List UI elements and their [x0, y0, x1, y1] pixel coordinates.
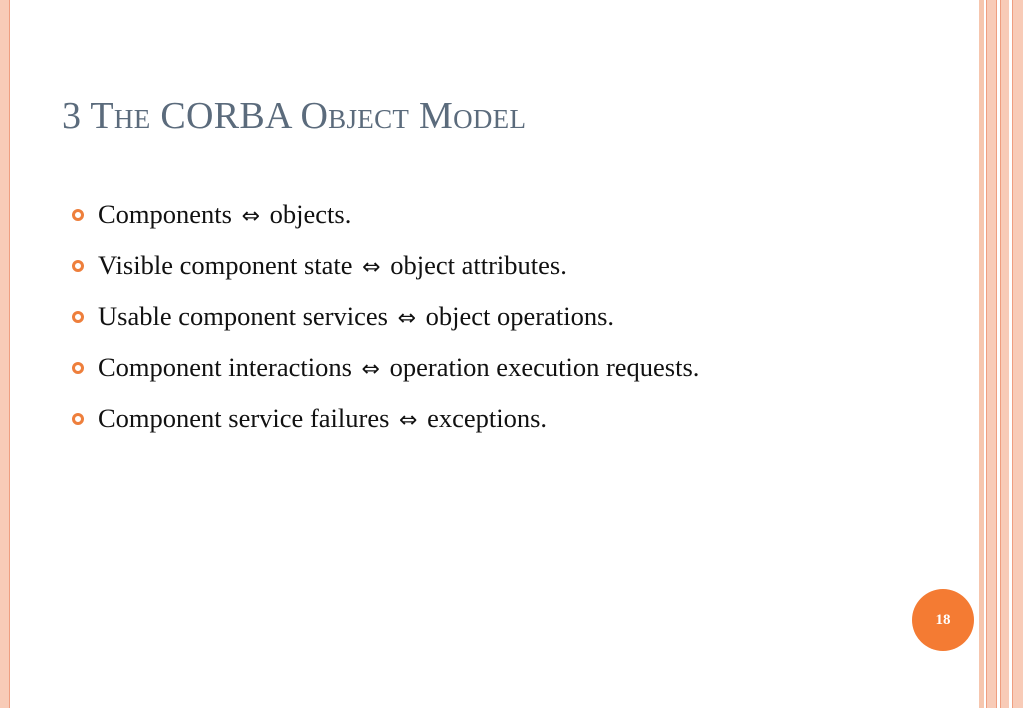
bullet-right-text: object attributes.	[390, 250, 567, 280]
page-number: 18	[935, 611, 951, 628]
bullet-right-text: operation execution requests.	[389, 352, 700, 382]
equivalence-arrow-icon: ⇔	[241, 204, 261, 229]
equivalence-arrow-icon: ⇔	[362, 255, 381, 280]
bullet-item	[72, 245, 699, 296]
equivalence-arrow-icon: ⇔	[361, 357, 380, 382]
bullet-circle-icon	[72, 209, 84, 221]
right-decorative-border	[979, 0, 1023, 708]
bullet-item	[72, 296, 699, 347]
equivalence-arrow-icon: ⇔	[397, 306, 416, 331]
slide-title: 3 The CORBA Object Model	[62, 95, 527, 137]
page-number-badge	[912, 589, 974, 651]
left-decorative-border	[0, 0, 10, 708]
bullet-list	[72, 194, 699, 449]
bullet-circle-icon	[72, 362, 84, 374]
bullet-right-text: objects.	[269, 199, 352, 229]
right-border-band	[1000, 0, 1009, 708]
equivalence-arrow-icon: ⇔	[399, 408, 418, 433]
bullet-item	[72, 347, 699, 398]
bullet-right-text: object operations.	[425, 301, 615, 331]
right-border-band	[1012, 0, 1023, 708]
bullet-item	[72, 194, 699, 245]
bullet-right-text: exceptions.	[427, 403, 548, 433]
bullet-circle-icon	[72, 260, 84, 272]
bullet-circle-icon	[72, 413, 84, 425]
bullet-left-text: Components	[98, 199, 232, 229]
bullet-left-text: Visible component state	[98, 250, 353, 280]
bullet-left-text: Component service failures	[98, 403, 390, 433]
bullet-circle-icon	[72, 311, 84, 323]
right-border-band	[986, 0, 997, 708]
bullet-left-text: Component interactions	[98, 352, 352, 382]
bullet-item	[72, 398, 699, 449]
bullet-left-text: Usable component services	[98, 301, 388, 331]
